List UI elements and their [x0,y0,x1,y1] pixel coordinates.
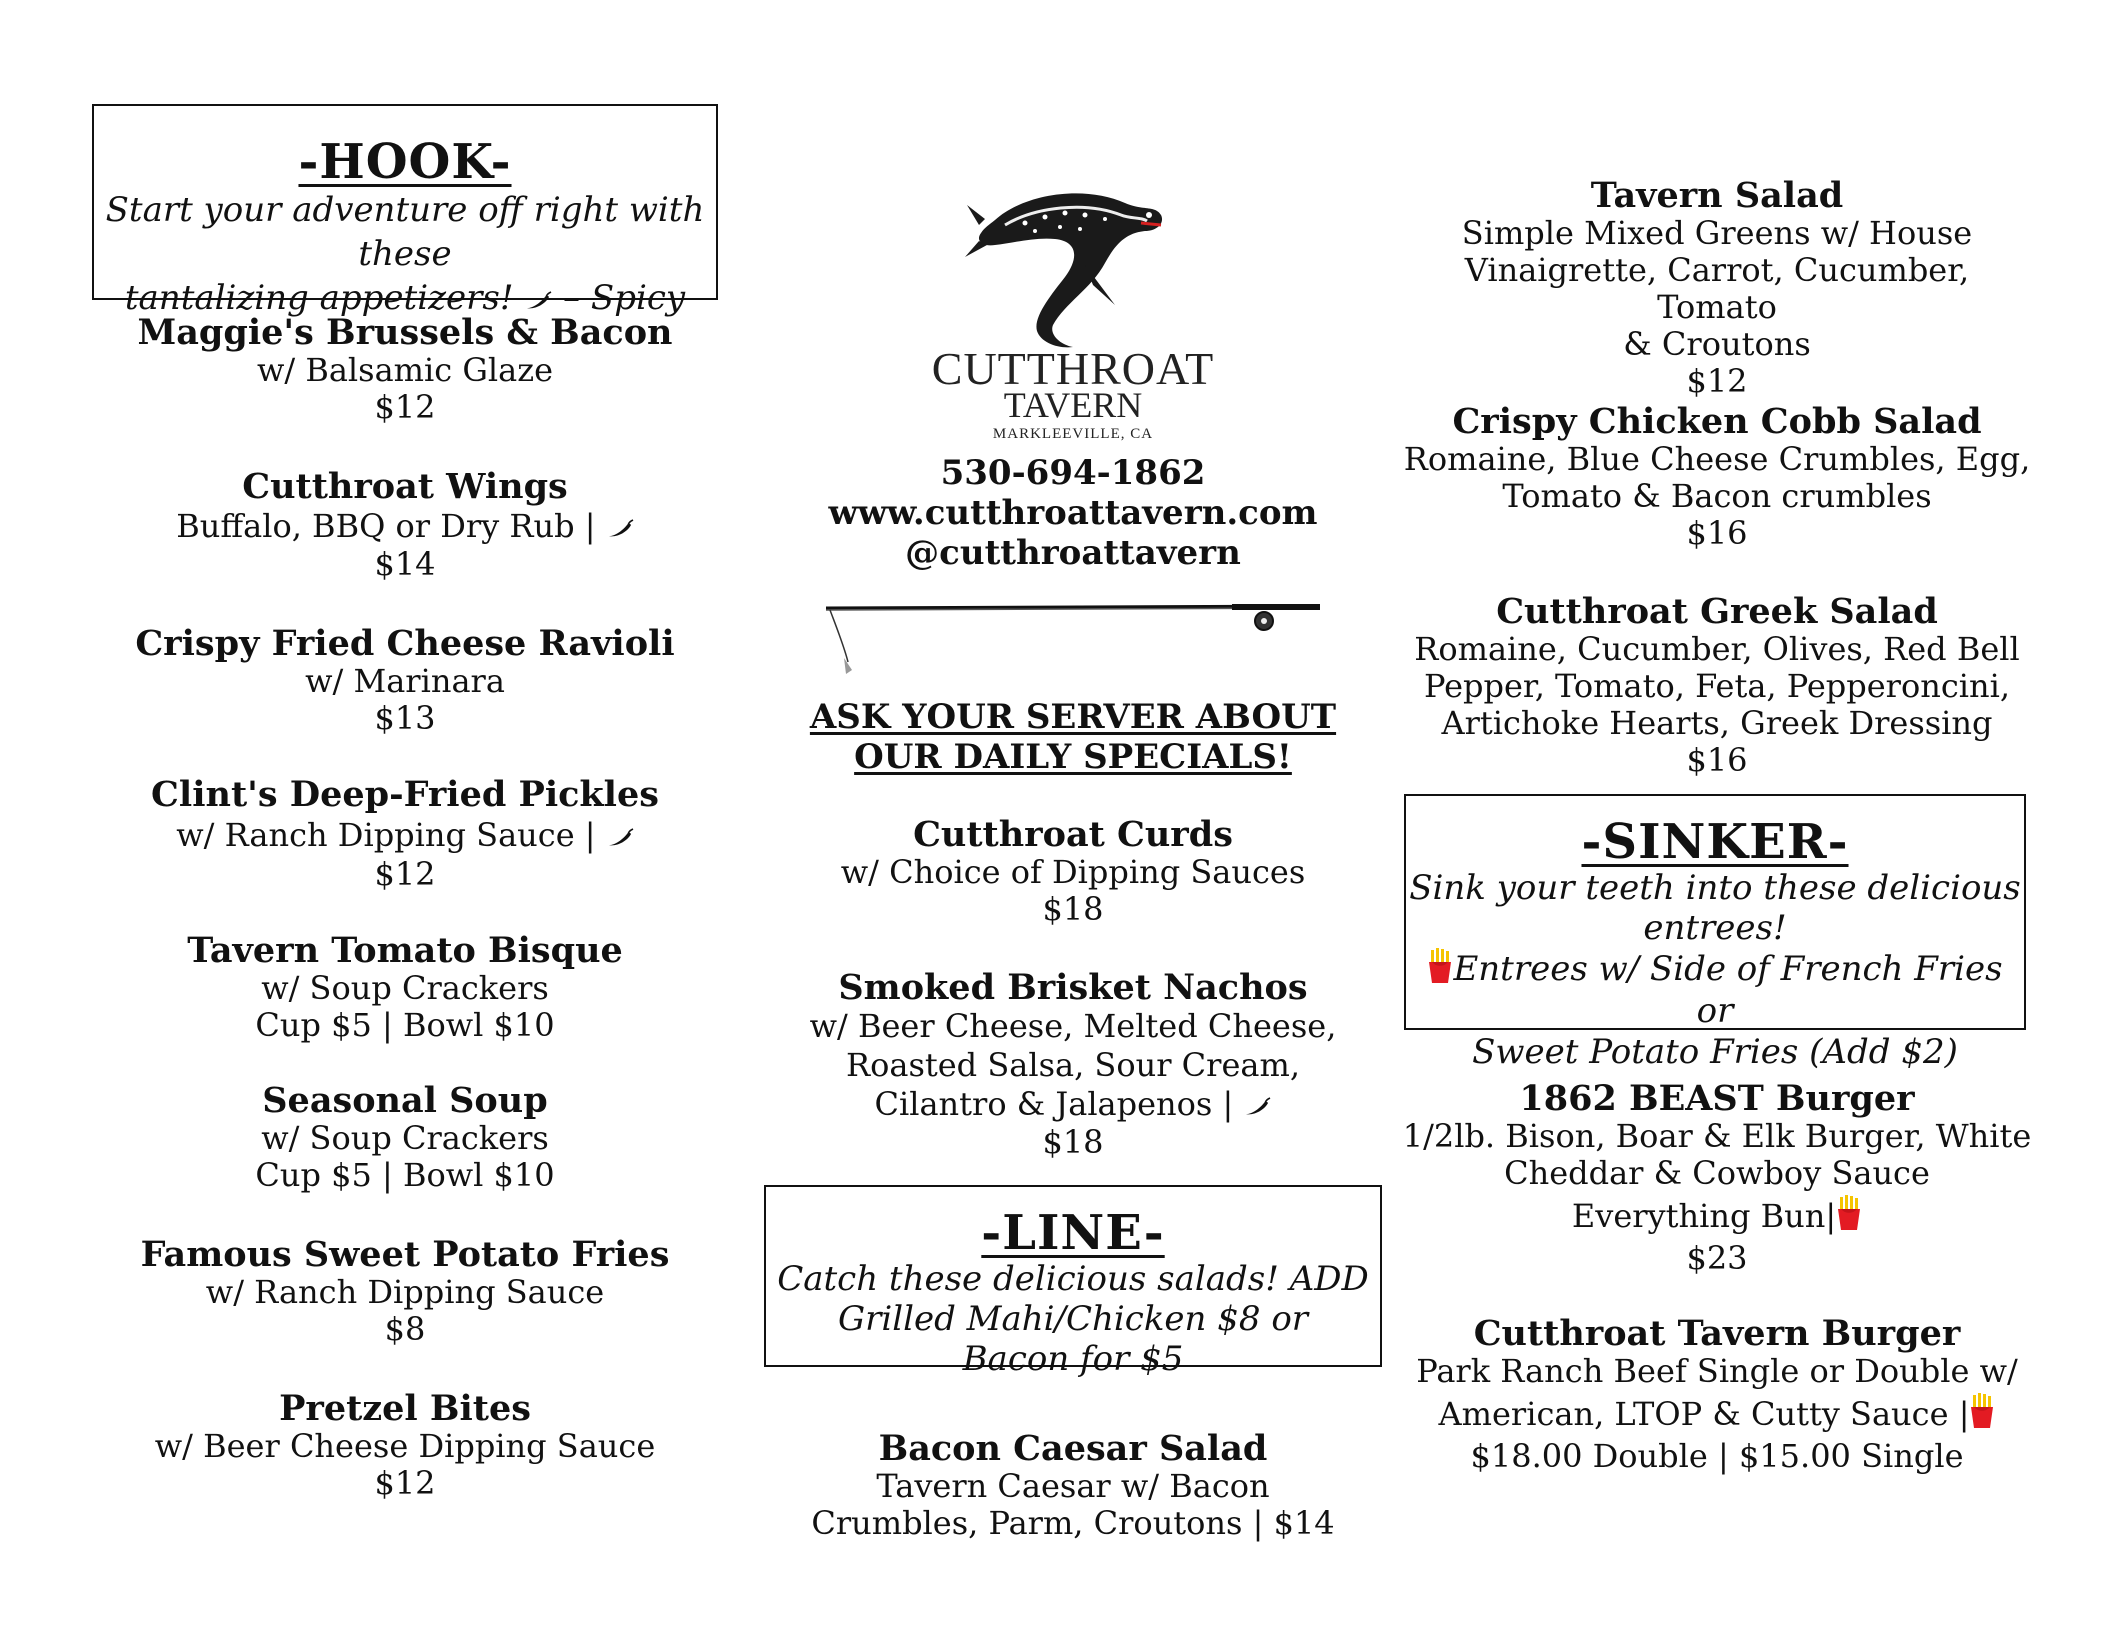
item-desc: w/ Beer Cheese, Melted Cheese, [809,1007,1337,1045]
item-name: Crispy Chicken Cobb Salad [1452,401,1982,442]
logo-location: MARKLEEVILLE, CA [992,426,1154,442]
item-price: $12 [374,1464,436,1502]
item-price: $8 [384,1310,426,1348]
item-desc: w/ Beer Cheese Dipping Sauce [154,1427,656,1465]
sinker-title: -SINKER- [1581,814,1849,870]
item-name: Cutthroat Wings [242,466,568,507]
item-desc: Romaine, Cucumber, Olives, Red Bell [1414,630,2020,668]
item-price: $23 [1686,1239,1748,1277]
item-price: $16 [1686,741,1748,779]
menu-item [1400,1315,2034,1475]
item-desc: Cilantro & Jalapenos | [874,1085,1234,1123]
item-desc: Vinaigrette, Carrot, Cucumber, Tomato [1464,251,1970,326]
pepper-icon [606,519,634,539]
line-subtitle-line-2: Grilled Mahi/Chicken $8 or [837,1299,1309,1339]
item-price: Cup $5 | Bowl $10 [255,1156,555,1194]
hook-spicy-label: – Spicy [563,278,686,318]
pepper-icon [606,828,634,848]
item-desc: w/ Soup Crackers [261,1119,549,1157]
item-name: Crispy Fried Cheese Ravioli [135,623,675,664]
item-desc: w/ Choice of Dipping Sauces [840,853,1306,891]
menu-item [88,1390,722,1502]
menu-item [1400,403,2034,552]
logo-title: CUTTHROAT [931,343,1215,394]
item-desc: w/ Marinara [305,662,505,700]
item-name: Famous Sweet Potato Fries [140,1234,670,1275]
pepper-icon [1243,1097,1271,1117]
french-fries-icon [1969,1393,1995,1429]
line-header-box [764,1185,1382,1379]
item-desc: 1/2lb. Bison, Boar & Elk Burger, White [1402,1117,2032,1155]
specials-notice-line-1: ASK YOUR SERVER ABOUT [809,697,1337,737]
item-name: Seasonal Soup [262,1080,548,1121]
item-desc: American, LTOP & Cutty Sauce | [1438,1395,1970,1433]
item-desc: Tavern Caesar w/ Bacon [876,1467,1270,1505]
item-price: $12 [374,855,436,893]
hook-title: -HOOK- [298,134,512,190]
item-price: $18 [1042,890,1104,928]
item-desc: Tomato & Bacon crumbles [1502,477,1932,515]
logo-subtitle: TAVERN [1003,385,1143,425]
social-handle[interactable]: @cutthroattavern [905,533,1241,573]
item-desc: w/ Soup Crackers [261,969,549,1007]
item-price: $16 [1686,514,1748,552]
item-desc: w/ Ranch Dipping Sauce [205,1273,605,1311]
item-name: Smoked Brisket Nachos [838,967,1308,1008]
item-desc-line [1400,1390,2034,1438]
french-fries-icon [1836,1195,1862,1231]
sinker-subtitle-line-2: entrees! [1643,908,1787,948]
item-name: Cutthroat Tavern Burger [1473,1313,1961,1354]
item-price: $18.00 Double | $15.00 Single [1470,1437,1964,1475]
line-subtitle-line-1: Catch these delicious salads! ADD [777,1259,1369,1299]
item-price: $14 [374,545,436,583]
item-desc-line [760,1085,1386,1124]
hook-header-box [92,104,718,318]
phone-number[interactable]: 530-694-1862 [940,453,1206,493]
item-desc: Buffalo, BBQ or Dry Rub | [176,507,596,545]
menu-item [88,1082,722,1194]
french-fries-icon [1427,948,1453,984]
pepper-icon [524,291,552,311]
item-price: $12 [1686,362,1748,400]
menu-item [88,1236,722,1348]
item-price: $12 [374,388,436,426]
hook-subtitle-text: tantalizing appetizers! [124,278,514,318]
item-name: Pretzel Bites [279,1388,531,1429]
item-desc: w/ Balsamic Glaze [256,351,553,389]
menu-item [760,1430,1386,1542]
fishing-rod-icon [822,596,1324,676]
item-desc: Roasted Salsa, Sour Cream, [846,1046,1300,1084]
item-name: 1862 BEAST Burger [1519,1078,1915,1119]
item-name: Clint's Deep-Fried Pickles [151,774,659,815]
item-name: Cutthroat Curds [913,814,1233,855]
item-desc: Simple Mixed Greens w/ House [1461,214,1973,252]
item-desc: Everything Bun| [1571,1197,1837,1235]
menu-item [88,932,722,1044]
line-subtitle-line-3: Bacon for $5 [962,1339,1184,1379]
item-desc: Park Ranch Beef Single or Double w/ [1416,1352,2018,1390]
item-desc: Crumbles, Parm, Croutons | $14 [811,1504,1335,1542]
website-link[interactable]: www.cutthroattavern.com [828,493,1318,533]
item-name: Tavern Salad [1590,175,1844,216]
item-name: Cutthroat Greek Salad [1496,591,1938,632]
item-desc-line [88,506,722,546]
menu-item [88,468,722,583]
item-desc-line [1400,1192,2034,1240]
item-name: Bacon Caesar Salad [878,1428,1268,1469]
menu-item [760,816,1386,928]
item-name: Maggie's Brussels & Bacon [137,312,673,353]
sinker-subtitle-line-4: Sweet Potato Fries (Add $2) [1472,1032,1958,1072]
sinker-subtitle-line-1: Sink your teeth into these delicious [1409,868,2021,908]
menu-item [88,776,722,893]
hook-subtitle-line-1: Start your adventure off right with these [105,190,705,274]
item-desc: Cheddar & Cowboy Sauce [1504,1154,1930,1192]
menu-item [1400,177,2034,400]
menu-item [1400,1080,2034,1277]
menu-item [88,314,722,426]
item-desc: Pepper, Tomato, Feta, Pepperoncini, [1423,667,2011,705]
specials-notice-line-2: OUR DAILY SPECIALS! [854,737,1292,777]
item-price: $18 [1042,1123,1104,1161]
menu-item [88,625,722,737]
sinker-subtitle-text: Entrees w/ Side of French Fries or [1453,949,2003,1031]
item-price: Cup $5 | Bowl $10 [255,1006,555,1044]
item-desc: Romaine, Blue Cheese Crumbles, Egg, [1403,440,2031,478]
item-desc: Artichoke Hearts, Greek Dressing [1441,704,1993,742]
line-title: -LINE- [981,1205,1165,1261]
menu-item [1400,593,2034,779]
item-price: $13 [374,699,436,737]
menu-item [760,969,1386,1161]
trout-logo-icon [965,185,1185,350]
item-desc: & Croutons [1623,325,1811,363]
item-desc-line [88,814,722,856]
item-name: Tavern Tomato Bisque [187,930,623,971]
sinker-subtitle-line-3 [1406,948,2024,1032]
item-desc: w/ Ranch Dipping Sauce | [176,816,596,854]
sinker-header-box [1404,794,2026,1072]
